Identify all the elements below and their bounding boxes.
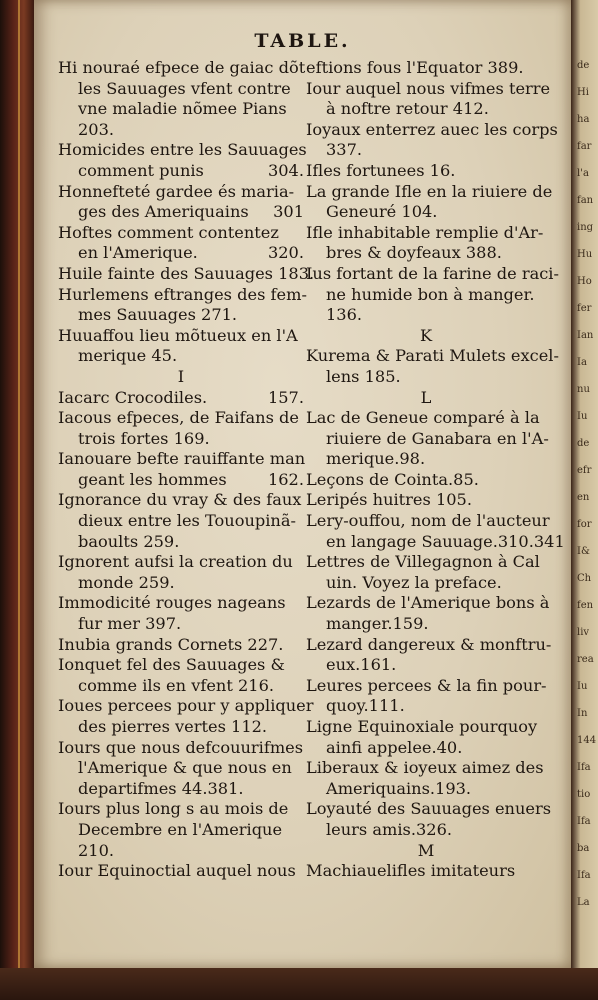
index-entry-line [58, 408, 304, 429]
index-entry-line [306, 552, 546, 573]
adjacent-page-fragment: de [577, 438, 590, 449]
index-entry-line [58, 841, 304, 862]
section-letter [58, 367, 304, 388]
entry-text: Iacous efpeces, de Faifans de [58, 408, 300, 428]
adjacent-page-fragment: ha [577, 114, 590, 125]
entry-text: baoults 259. [78, 531, 180, 551]
entry-text: les Sauuages vfent contre [78, 78, 291, 98]
index-entry-line [306, 655, 546, 676]
index-entry-line [58, 388, 304, 409]
adjacent-page-fragment: Ifa [577, 870, 591, 881]
entry-text: l'Amerique & que nous en [78, 758, 292, 778]
entry-text: eux.161. [326, 655, 397, 675]
adjacent-page-fragment: Ifa [577, 816, 591, 827]
adjacent-page-fragment: liv [577, 627, 590, 638]
index-entry-line [58, 429, 304, 450]
entry-text: Kurema & Parati Mulets excel- [306, 346, 559, 366]
entry-text: Ius fortant de la farine de raci- [306, 263, 559, 283]
adjacent-page-fragment: tio [577, 789, 591, 800]
entry-text: Ifle inhabitable remplie d'Ar- [306, 222, 544, 242]
adjacent-page-fragment: fer [577, 303, 592, 314]
entry-text: ne humide bon à manger. [326, 284, 535, 304]
index-entry-line [58, 717, 304, 738]
entry-text: Ioyaux enterrez auec les corps [306, 119, 558, 139]
entry-text: Lezards de l'Amerique bons à [306, 593, 550, 613]
entry-text: dieux entre les Tououpinã- [78, 511, 296, 531]
entry-text: 210. [78, 840, 115, 860]
entry-text: fur mer 397. [78, 614, 182, 634]
entry-text: bres & doyfeaux 388. [326, 243, 502, 263]
entry-text: K [419, 325, 433, 345]
entry-text: La grande Ifle en la riuiere de [306, 181, 553, 201]
index-entry-line [58, 490, 304, 511]
entry-text: Iours que nous defcouurifmes [58, 737, 304, 757]
index-entry-line [58, 182, 304, 203]
index-entry-line [58, 635, 304, 656]
adjacent-page-fragment: nu [577, 384, 590, 395]
index-entry-line [306, 78, 551, 100]
entry-text: Ionquet fel des Sauuages & [58, 655, 285, 675]
index-entry-line [306, 634, 552, 656]
adjacent-page-fragment: Ifa [577, 762, 591, 773]
index-entry-line [58, 326, 304, 347]
adjacent-page-fragment: Ch [577, 573, 592, 584]
index-column-left [58, 58, 315, 882]
index-entry-line [306, 305, 546, 326]
index-entry-line [58, 779, 304, 800]
index-entry-line [306, 243, 546, 264]
entry-text: geant les hommes [78, 469, 227, 489]
entry-text: quoy.111. [326, 696, 405, 716]
entry-page-number: 157. [267, 387, 304, 407]
adjacent-page-fragment: l'a [577, 168, 589, 179]
entry-text: Iours plus long s au mois de [58, 799, 289, 819]
entry-text: Ligne Equinoxiale pourquoy [306, 717, 538, 736]
page-header: TABLE. [254, 30, 351, 52]
entry-text: Iour auquel nous vifmes terre [306, 78, 551, 98]
index-entry-line [306, 696, 546, 717]
entry-text: Immodicité rouges nageans [58, 593, 286, 613]
adjacent-page-fragment: La [577, 897, 590, 908]
entry-text: trois fortes 169. [78, 428, 210, 448]
entry-text: Hi nouraé efpece de gaiac dõt [58, 58, 306, 77]
adjacent-page-fragment: Ho [577, 276, 592, 287]
index-entry-line [306, 161, 546, 182]
adjacent-page-fragment: ba [577, 843, 590, 854]
index-entry-line [306, 223, 546, 244]
entry-text: Decembre en l'Amerique [78, 819, 283, 839]
entry-text: ges des Ameriquains [78, 202, 249, 222]
index-entry-line [58, 614, 304, 635]
entry-text: merique 45. [78, 346, 178, 366]
entry-text: à noftre retour 412. [326, 99, 489, 119]
adjacent-page-fragment: efr [577, 465, 592, 476]
entry-text: Leripés huitres 105. [306, 490, 472, 510]
index-entry-line [306, 202, 546, 223]
book-bottom-edge [0, 968, 598, 1000]
entry-text: Loyauté des Sauuages enuers [306, 799, 552, 819]
adjacent-page-fragment: rea [577, 654, 594, 665]
entry-text: Machiauelifles imitateurs [306, 861, 516, 881]
adjacent-page-edge [571, 0, 598, 968]
entry-text: 203. [78, 119, 115, 139]
index-entry-line [58, 99, 304, 120]
index-entry-line [306, 408, 546, 429]
index-entry-line [306, 738, 546, 759]
entry-text: Honnefteté gardee és maria- [58, 181, 295, 201]
entry-text: en langage Sauuage.310.341 [326, 531, 565, 551]
index-entry-line [58, 120, 304, 141]
entry-text: comme ils en vfent 216. [78, 675, 275, 695]
index-entry-line [306, 470, 546, 491]
entry-text: Hoftes comment contentez [58, 222, 279, 242]
entry-text: 337. [326, 140, 363, 160]
adjacent-page-fragment: Iu [577, 681, 588, 692]
index-entry-line [306, 285, 546, 306]
entry-text: M [417, 840, 435, 860]
entry-text: Liberaux & ioyeux aimez des [306, 758, 544, 778]
adjacent-page-fragment: Iu [577, 411, 588, 422]
index-entry-line [306, 428, 549, 450]
index-entry-line [58, 758, 304, 779]
entry-text: Ignorance du vray & des faux [58, 490, 302, 510]
entry-text: Ianouare befte rauiffante man [58, 449, 306, 469]
index-entry-line [58, 861, 304, 882]
entry-page-number: 301 [273, 202, 304, 222]
index-entry-line [58, 676, 304, 697]
adjacent-page-fragment: fen [577, 600, 594, 611]
index-entry-line [306, 676, 546, 697]
index-entry-line [306, 367, 546, 388]
section-letter [306, 388, 546, 409]
index-entry-line [58, 223, 304, 244]
adjacent-page-fragment: I& [577, 546, 590, 557]
index-entry-line [306, 779, 546, 800]
index-entry-line [58, 79, 304, 100]
index-entry-line [306, 263, 559, 285]
entry-text: Huile fainte des Sauuages 183. [58, 263, 315, 283]
index-entry-line [306, 490, 546, 511]
entry-text: I [177, 366, 185, 386]
entry-text: leurs amis.326. [326, 819, 453, 839]
index-entry-line [306, 99, 546, 120]
entry-text: Hurlemens eftranges des fem- [58, 284, 307, 304]
entry-text: Ifles fortunees 16. [306, 160, 456, 180]
index-entry-line [306, 531, 565, 553]
binding-gold-line [18, 0, 20, 1000]
index-entry-line [58, 799, 304, 820]
entry-text: manger.159. [326, 614, 429, 634]
adjacent-page-fragment: Hu [577, 249, 593, 260]
entry-text: Huuaffou lieu mõtueux en l'A [58, 325, 298, 345]
index-entry-line [58, 511, 304, 532]
entry-text: des pierres vertes 112. [78, 717, 268, 736]
entry-text: Ioues percees pour y appliquer [58, 696, 314, 716]
entry-text: Iour Equinoctial auquel nous [58, 861, 296, 881]
index-entry-line [58, 449, 304, 470]
entry-text: Lery-ouffou, nom de l'aucteur [306, 511, 550, 531]
index-entry-line [306, 861, 546, 882]
index-entry-line [58, 696, 314, 717]
index-entry-line [306, 799, 552, 820]
entry-text: Lac de Geneue comparé à la [306, 408, 540, 428]
entry-text: vne maladie nõmee Pians [78, 99, 287, 119]
index-entry-line [306, 614, 546, 635]
section-letter [306, 841, 546, 862]
index-entry-line [306, 593, 550, 614]
index-entry-line [58, 58, 304, 79]
index-entry-line [58, 655, 304, 676]
entry-text: departifmes 44.381. [78, 778, 244, 798]
index-entry-line [58, 243, 304, 264]
index-entry-line [306, 511, 550, 532]
entry-text: riuiere de Ganabara en l'A- [326, 428, 549, 448]
index-entry-line [58, 140, 307, 161]
index-entry-line [306, 140, 546, 161]
index-entry-line [306, 449, 546, 470]
index-entry-line [306, 820, 546, 841]
entry-page-number: 304. [267, 160, 304, 180]
index-entry-line [58, 263, 315, 285]
entry-text: Leçons de Cointa.85. [306, 469, 479, 489]
entry-text: Ameriquains.193. [326, 778, 472, 798]
index-entry-line [306, 717, 546, 738]
adjacent-page-fragment: ing [577, 222, 594, 233]
entry-text: en l'Amerique. [78, 243, 198, 263]
entry-text: mes Sauuages 271. [78, 305, 238, 325]
index-entry-line [58, 552, 304, 573]
index-entry-line [306, 181, 553, 203]
index-entry-line [58, 573, 304, 594]
entry-text: comment punis [78, 160, 204, 180]
entry-text: Ignorent aufsi la creation du [58, 552, 293, 572]
adjacent-page-fragment: In [577, 708, 588, 719]
adjacent-page-fragment: de [577, 60, 590, 71]
entry-text: Iacarc Crocodiles. [58, 387, 208, 407]
index-entry-line [58, 284, 307, 306]
adjacent-page-fragment: en [577, 492, 590, 503]
index-entry-line [306, 346, 559, 367]
index-entry-line [306, 58, 546, 79]
index-entry-line [58, 738, 304, 759]
adjacent-page-fragment: Ia [577, 357, 587, 368]
entry-text: ainfi appelee.40. [326, 737, 463, 757]
entry-text: Geneuré 104. [326, 202, 438, 222]
index-column-right [306, 58, 565, 882]
entry-page-number: 162. [267, 469, 304, 489]
entry-text: lens 185. [326, 366, 401, 386]
adjacent-page-fragment: fan [577, 195, 594, 206]
adjacent-page-fragment: Ian [577, 330, 594, 341]
index-entry-line [306, 573, 546, 594]
index-entry-line [306, 758, 546, 779]
entry-page-number: 320. [267, 243, 304, 263]
index-entry-line [58, 470, 304, 491]
entry-text: Lezard dangereux & monftru- [306, 634, 552, 654]
index-entry-line [58, 346, 304, 367]
index-entry-line [58, 202, 304, 223]
entry-text: monde 259. [78, 572, 175, 592]
adjacent-page-fragment: far [577, 141, 592, 152]
entry-text: Inubia grands Cornets 227. [58, 634, 284, 654]
adjacent-page-fragment: Hi [577, 87, 589, 98]
adjacent-page-fragment: for [577, 519, 592, 530]
index-entry-line [58, 161, 304, 182]
book-binding-edge [0, 0, 34, 1000]
entry-text: Lettres de Villegagnon à Cal [306, 552, 540, 572]
entry-text: merique.98. [326, 449, 426, 469]
index-entry-line [58, 820, 304, 841]
index-entry-line [58, 593, 304, 614]
entry-text: Homicides entre les Sauuages [58, 140, 307, 160]
index-entry-line [58, 305, 304, 326]
entry-text: uin. Voyez la preface. [326, 572, 502, 592]
section-letter [306, 326, 546, 347]
entry-text: 136. [326, 305, 363, 325]
index-entry-line [58, 532, 304, 553]
entry-text: eftions fous l'Equator 389. [306, 58, 524, 77]
index-entry-line [306, 119, 558, 141]
entry-text: Leures percees & la fin pour- [306, 675, 547, 695]
entry-text: L [420, 387, 432, 407]
adjacent-page-fragment: 144 [577, 735, 597, 746]
